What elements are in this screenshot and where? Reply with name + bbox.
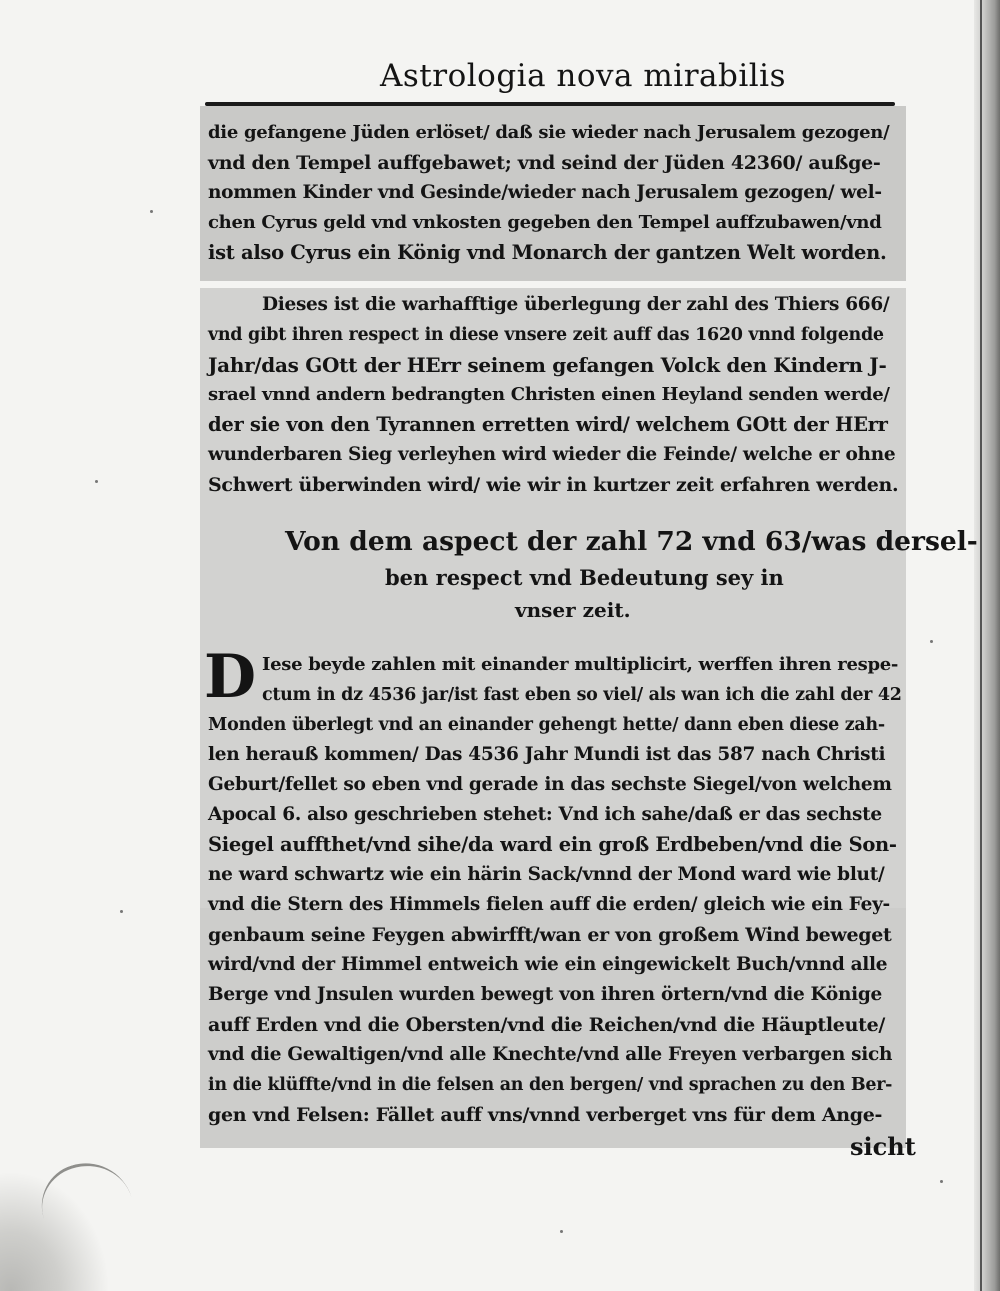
text-line: der sie von den Tyrannen erretten wird/ welchem GOtt der HErr — [208, 413, 888, 436]
section-heading: vnser zeit. — [515, 598, 631, 622]
text-line: vnd gibt ihren respect in diese vnsere zeit auff das 1620 vnnd folgende — [208, 325, 884, 345]
text-line: Jahr/das GOtt der HErr seinem gefangen Volck den Kindern J- — [208, 353, 887, 377]
text-line: Geburt/fellet so eben vnd gerade in das sechste Siegel/von welchem — [208, 774, 892, 795]
catchword: sicht — [850, 1132, 916, 1161]
text-line: ctum in dz 4536 jar/ist fast eben so viel/ als wan ich die zahl der 42 — [262, 685, 902, 705]
text-line: vnd den Tempel auffgebawet; vnd seind der Jüden 42360/ außge- — [208, 152, 881, 174]
text-line: srael vnnd andern bedrangten Christen einen Heyland senden werde/ — [208, 384, 890, 405]
text-line: Dieses ist die warhafftige überlegung der zahl des Thiers 666/ — [262, 294, 890, 315]
text-line: wird/vnd der Himmel entweich wie ein eingewickelt Buch/vnnd alle — [208, 954, 888, 975]
text-line: Schwert überwinden wird/ wie wir in kurtzer zeit erfahren werden. — [208, 474, 899, 496]
text-line: die gefangene Jüden erlöset/ daß sie wieder nach Jerusalem gezogen/ — [208, 122, 890, 143]
text-line: len herauß kommen/ Das 4536 Jahr Mundi ist das 587 nach Christi — [208, 744, 886, 765]
text-line: in die klüffte/vnd in die felsen an den bergen/ vnd sprachen zu den Ber- — [208, 1075, 893, 1095]
section-heading: ben respect vnd Bedeutung sey in — [385, 565, 784, 590]
text-line: nommen Kinder vnd Gesinde/wieder nach Jerusalem gezogen/ wel- — [208, 182, 882, 203]
text-line: ne ward schwartz wie ein härin Sack/vnnd der Mond ward wie blut/ — [208, 864, 885, 885]
section-heading: Von dem aspect der zahl 72 vnd 63/was dersel- — [285, 526, 978, 557]
scan-speck — [560, 1230, 563, 1233]
text-line: Monden überlegt vnd an einander gehengt hette/ dann eben diese zah- — [208, 715, 885, 735]
text-line: chen Cyrus geld vnd vnkosten gegeben den Tempel auffzubawen/vnd — [208, 212, 882, 233]
header-rule — [205, 102, 895, 106]
text-line: Iese beyde zahlen mit einander multiplicirt, werffen ihren respe- — [262, 654, 899, 675]
text-line: auff Erden vnd die Obersten/vnd die Reichen/vnd die Häuptleute/ — [208, 1014, 885, 1036]
running-head: Astrologia nova mirabilis — [380, 58, 786, 94]
text-line: vnd die Stern des Himmels fielen auff die erden/ gleich wie ein Fey- — [208, 894, 890, 915]
scan-speck — [150, 210, 153, 213]
text-line: Apocal 6. also geschrieben stehet: Vnd ich sahe/daß er das sechste — [208, 804, 882, 825]
text-line: genbaum seine Feygen abwirfft/wan er von großem Wind beweget — [208, 924, 892, 946]
text-line: wunderbaren Sieg verleyhen wird wieder die Feinde/ welche er ohne — [208, 444, 896, 465]
scan-speck — [930, 640, 933, 643]
text-line: Berge vnd Jnsulen wurden bewegt von ihren örtern/vnd die Könige — [208, 984, 882, 1005]
scan-speck — [120, 910, 123, 913]
text-line: Siegel auffthet/vnd sihe/da ward ein groß Erdbeben/vnd die Son- — [208, 833, 897, 856]
scan-speck — [95, 480, 98, 483]
text-line: gen vnd Felsen: Fället auff vns/vnnd verberget vns für dem Ange- — [208, 1104, 883, 1126]
text-line: vnd die Gewaltigen/vnd alle Knechte/vnd alle Freyen verbargen sich — [208, 1044, 893, 1065]
scan-speck — [940, 1180, 943, 1183]
text-line: ist also Cyrus ein König vnd Monarch der gantzen Welt worden. — [208, 241, 887, 264]
page-edge-shadow — [974, 0, 1000, 1291]
drop-cap: D — [204, 642, 257, 712]
